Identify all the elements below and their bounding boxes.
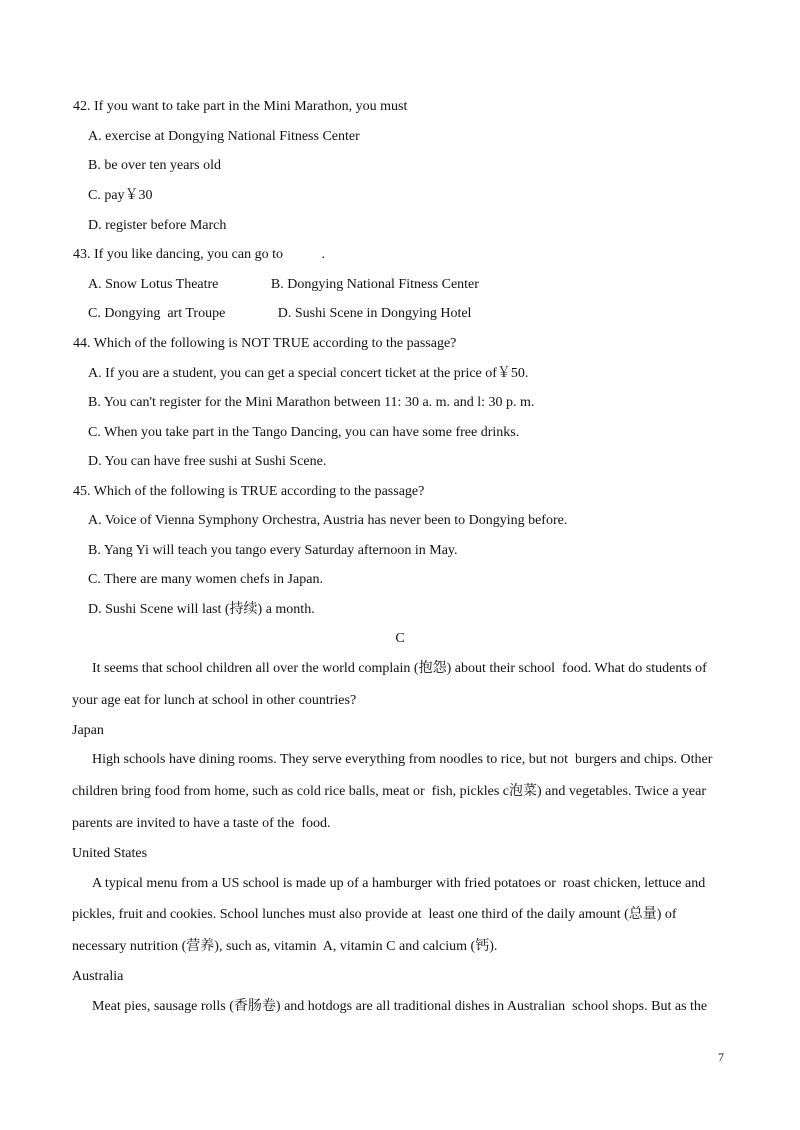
japan-line-3: parents are invited to have a taste of the food. xyxy=(72,816,331,831)
question-42-stem: 42. If you want to take part in the Mini Marathon, you must xyxy=(73,99,408,114)
question-45-option-c: C. There are many women chefs in Japan. xyxy=(88,572,323,587)
question-45-option-d: D. Sushi Scene will last (持续) a month. xyxy=(88,602,315,617)
united-states-line-3: necessary nutrition (营养), such as, vitamin A, vitamin C and calcium (钙). xyxy=(72,939,498,954)
section-heading-united-states: United States xyxy=(72,846,148,861)
japan-line-2: children bring food from home, such as cold rice balls, meat or fish, pickles c泡菜) and vegetables. Twice a year xyxy=(72,784,706,799)
question-43-options-cd: C. Dongying art Troupe D. Sushi Scene in Dongying Hotel xyxy=(88,306,472,321)
question-43-options-ab: A. Snow Lotus Theatre B. Dongying National Fitness Center xyxy=(88,277,479,292)
question-45-option-a: A. Voice of Vienna Symphony Orchestra, Austria has never been to Dongying before. xyxy=(88,513,568,528)
question-45-option-b: B. Yang Yi will teach you tango every Saturday afternoon in May. xyxy=(88,543,458,558)
question-42-option-b: B. be over ten years old xyxy=(88,158,221,173)
section-heading-japan: Japan xyxy=(72,723,104,738)
question-42-option-d: D. register before March xyxy=(88,218,227,233)
question-45-stem: 45. Which of the following is TRUE according to the passage? xyxy=(73,484,425,499)
page-number: 7 xyxy=(718,1050,724,1064)
japan-line-1: High schools have dining rooms. They serve everything from noodles to rice, but not burgers and chips. Other xyxy=(92,752,713,767)
question-44-option-a: A. If you are a student, you can get a special concert ticket at the price of￥50. xyxy=(88,366,529,381)
united-states-line-2: pickles, fruit and cookies. School lunches must also provide at least one third of the daily amount (总量) of xyxy=(72,907,677,922)
question-44-option-c: C. When you take part in the Tango Dancing, you can have some free drinks. xyxy=(88,425,520,440)
passage-c-label: C xyxy=(395,631,405,646)
australia-line-1: Meat pies, sausage rolls (香肠卷) and hotdogs are all traditional dishes in Australian school shops. But as the xyxy=(92,999,708,1014)
united-states-line-1: A typical menu from a US school is made up of a hamburger with fried potatoes or roast chicken, lettuce and xyxy=(92,876,706,891)
question-44-option-d: D. You can have free sushi at Sushi Scene. xyxy=(88,454,327,469)
section-heading-australia: Australia xyxy=(72,969,124,984)
passage-c-intro-line-1: It seems that school children all over the world complain (抱怨) about their school food. What do students of xyxy=(92,661,707,676)
question-44-option-b: B. You can't register for the Mini Marathon between 11: 30 a. m. and l: 30 p. m. xyxy=(88,395,535,410)
question-42-option-a: A. exercise at Dongying National Fitness Center xyxy=(88,129,360,144)
question-43-stem: 43. If you like dancing, you can go to . xyxy=(73,247,325,262)
question-44-stem: 44. Which of the following is NOT TRUE according to the passage? xyxy=(73,336,457,351)
question-42-option-c: C. pay￥30 xyxy=(88,188,153,203)
passage-c-intro-line-2: your age eat for lunch at school in other countries? xyxy=(72,693,357,708)
